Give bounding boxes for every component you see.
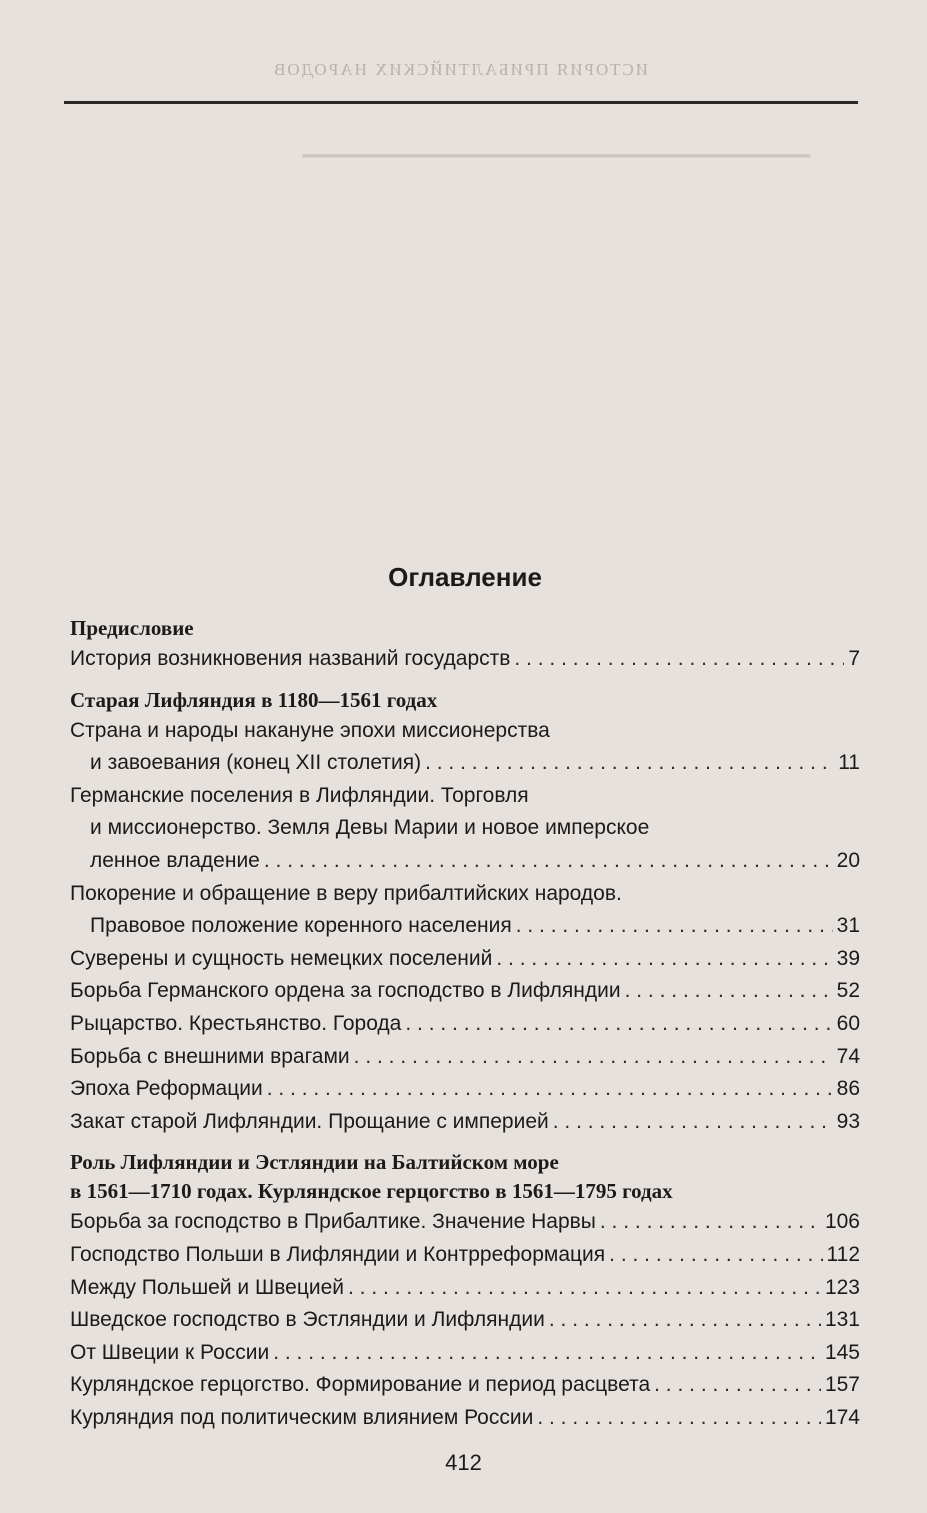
dot-leader [553,1106,833,1139]
toc-entry-text: Между Польшей и Швецией [70,1275,344,1299]
toc-entry[interactable] [70,1369,860,1402]
toc-entry[interactable] [70,1272,860,1305]
toc-entry[interactable] [70,1304,860,1337]
section-title: Предисловие [70,616,194,640]
toc-section [70,614,860,676]
toc-page-number: 31 [836,914,860,938]
toc-entry-line [70,1239,860,1272]
toc-section [70,686,860,1139]
toc-page-number: 106 [824,1210,860,1234]
toc-entry-line [70,1337,860,1370]
dot-leader [549,1304,821,1337]
toc-entry-line [70,715,860,748]
toc-entry-line [70,1073,860,1106]
section-title: Роль Лифляндии и Эстляндии на Балтийском море [70,1150,559,1175]
toc-entry-text: Рыцарство. Крестьянство. Города [70,1011,402,1035]
toc-entry-text: Курляндское герцогство. Формирование и период расцвета [70,1373,651,1397]
toc-page-number: 20 [836,848,860,872]
toc-entry-line [70,1304,860,1337]
toc-page-number: 86 [836,1077,860,1101]
toc-page-number: 131 [824,1308,860,1332]
toc-entry-line [70,975,860,1008]
toc-page-number: 39 [836,946,860,970]
toc-entry-line [70,1106,860,1139]
dot-leader [514,643,844,676]
toc-entry[interactable] [70,1041,860,1074]
toc-entry-text: Закат старой Лифляндии. Прощание с империей [70,1109,549,1133]
toc-page-number: 74 [836,1044,860,1068]
toc-entry-text: Шведское господство в Эстляндии и Лифляндии [70,1308,545,1332]
dot-leader [348,1272,821,1305]
toc-entry-line [70,643,860,676]
toc-page-number: 145 [824,1340,860,1364]
table-of-contents [70,560,860,1434]
page-number: 412 [445,1450,482,1475]
section-title: Старая Лифляндия в 1180—1561 годах [70,687,438,712]
toc-entry-text: Курляндия под политическим влиянием России [70,1405,534,1429]
toc-entry[interactable] [70,975,860,1008]
toc-section [70,1148,860,1434]
dot-leader [405,1008,832,1041]
toc-page-number: 60 [836,1011,860,1035]
toc-entry-text: Борьба с внешними врагами [70,1044,350,1068]
toc-entry-line [70,747,860,780]
toc-entry-text: История возникновения названий государств [70,647,511,670]
toc-entry[interactable] [70,943,860,976]
toc-entry[interactable] [70,1008,860,1041]
toc-entry-text: Страна и народы накануне эпохи миссионерства [70,718,550,742]
toc-entry-line [70,812,860,845]
toc-entry-line [70,910,860,943]
toc-entry-text: Борьба за господство в Прибалтике. Значение Нарвы [70,1210,596,1234]
dot-leader [625,975,833,1008]
dot-leader [354,1041,833,1074]
toc-entry-text: ленное владение [90,848,260,872]
toc-entry[interactable] [70,1337,860,1370]
toc-entry-line [70,943,860,976]
toc-entry-text: Покорение и обращение в веру прибалтийских народов. [70,881,622,905]
toc-entry[interactable] [70,643,860,676]
toc-entry-text: Суверены и сущность немецких поселений [70,946,493,970]
dot-leader [273,1337,821,1370]
toc-entry[interactable] [70,780,860,878]
toc-entry-text: и миссионерство. Земля Девы Марии и новое имперское [90,816,650,840]
dot-leader [600,1206,821,1239]
dot-leader [609,1239,822,1272]
toc-entry-line [70,845,860,878]
dot-leader [267,1073,833,1106]
toc-entry[interactable] [70,1106,860,1139]
toc-entry-text: и завоевания (конец XII столетия) [90,751,422,775]
dot-leader [537,1402,821,1435]
toc-entry-line [70,878,860,911]
toc-page-number: 7 [848,647,860,670]
dot-leader [425,747,834,780]
toc-entry[interactable] [70,878,860,943]
toc-entry-line [70,1369,860,1402]
toc-page-number: 112 [826,1242,860,1266]
toc-entry-line [70,1008,860,1041]
toc-title: Оглавление [388,562,542,592]
running-header: ИСТОРИЯ ПРИБАЛТИЙСКИХ НАРОДОВ [272,60,649,79]
toc-entry-text: От Швеции к России [70,1340,270,1364]
toc-entry-text: Германские поселения в Лифляндии. Торговля [70,783,529,807]
toc-entry-text: Правовое положение коренного населения [90,914,512,938]
toc-page-number: 123 [824,1275,860,1299]
toc-entry-line [70,1402,860,1435]
bleed-through-texture: ▁▁▁▁▁▁▁▁▁▁▁▁▁▁▁▁▁▁▁▁▁▁▁▁▁▁▁▁▁▁ [302,132,810,157]
dot-leader [264,845,833,878]
toc-body [70,614,860,1434]
dot-leader [496,943,832,976]
toc-page-number: 93 [836,1109,860,1133]
dot-leader [654,1369,821,1402]
toc-entry[interactable] [70,1239,860,1272]
toc-entry[interactable] [70,715,860,780]
toc-entry-text: Господство Польши в Лифляндии и Контрреформация [70,1242,606,1266]
toc-entry[interactable] [70,1402,860,1435]
toc-entry-text: Борьба Германского ордена за господство в Лифляндии [70,979,621,1003]
toc-page-number: 52 [836,979,860,1003]
header-rule [64,101,858,104]
toc-entry-line [70,1206,860,1239]
toc-entry-line [70,780,860,813]
toc-page-number: 174 [824,1405,860,1429]
dot-leader [516,910,833,943]
toc-page-number: 157 [824,1373,860,1397]
toc-entry-text: Эпоха Реформации [70,1077,263,1101]
section-title-continued: в 1561—1710 годах. Курляндское герцогство в 1561—1795 годах [70,1179,673,1204]
toc-entry-line [70,1041,860,1074]
toc-entry[interactable] [70,1073,860,1106]
toc-page-number: 11 [838,751,860,775]
toc-entry[interactable] [70,1206,860,1239]
toc-entry-line [70,1272,860,1305]
